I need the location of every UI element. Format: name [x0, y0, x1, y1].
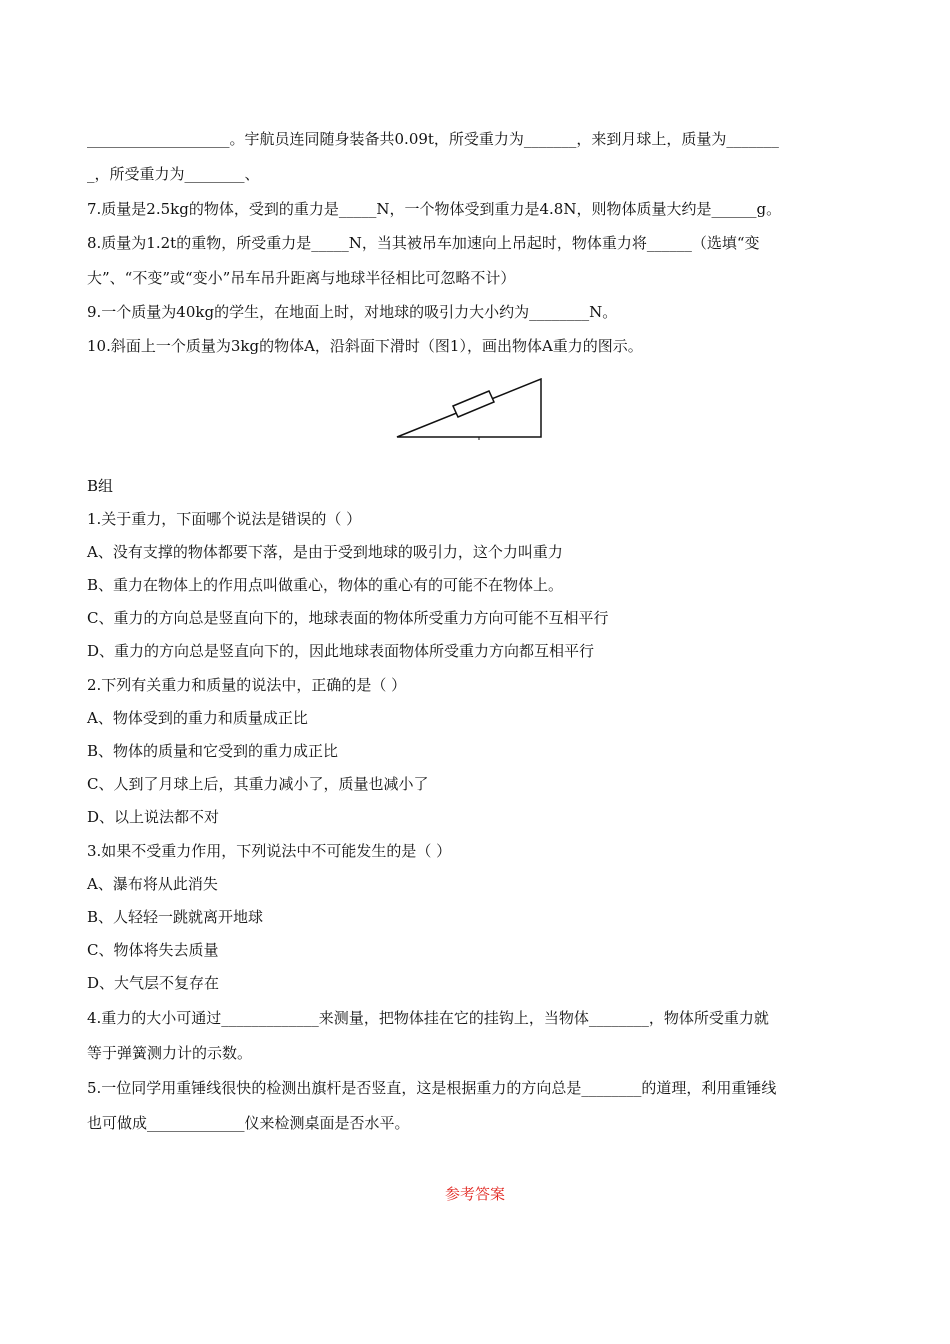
- b-q2-option-a: A、物体受到的重力和质量成正比: [87, 709, 308, 727]
- b-q3-option-d: D、大气层不复存在: [87, 974, 220, 992]
- b-q2-option-c: C、人到了月球上后，其重力减小了，质量也减小了: [87, 775, 429, 793]
- b-question-4-line-1: 4.重力的大小可通过_____________来测量，把物体挂在它的挂钩上，当物体________，物体所受重力就: [87, 1009, 769, 1027]
- b-q2-option-d: D、以上说法都不对: [87, 808, 220, 826]
- question-9: 9.一个质量为40kg的学生，在地面上时，对地球的吸引力大小约为________N。: [87, 303, 618, 321]
- b-question-5-line-2: 也可做成_____________仪来检测桌面是否水平。: [87, 1114, 410, 1132]
- b-question-4-line-2: 等于弹簧测力计的示数。: [87, 1044, 253, 1062]
- b-q1-option-d: D、重力的方向总是竖直向下的，因此地球表面物体所受重力方向都互相平行: [87, 642, 595, 660]
- b-question-3: 3.如果不受重力作用，下列说法中不可能发生的是（ ）: [87, 842, 452, 860]
- b-q3-option-a: A、瀑布将从此消失: [87, 875, 218, 893]
- b-question-1: 1.关于重力，下面哪个说法是错误的（ ）: [87, 510, 362, 528]
- b-q2-option-b: B、物体的质量和它受到的重力成正比: [87, 742, 339, 760]
- question-6-line-1: ___________________。宇航员连同随身装备共0.09t，所受重力为_______，来到月球上，质量为_______: [87, 130, 779, 148]
- b-q3-option-c: C、物体将失去质量: [87, 941, 219, 959]
- section-b-title: B组: [87, 477, 114, 495]
- b-q1-option-c: C、重力的方向总是竖直向下的，地球表面的物体所受重力方向可能不互相平行: [87, 609, 609, 627]
- b-question-2: 2.下列有关重力和质量的说法中，正确的是（ ）: [87, 676, 407, 694]
- incline-figure: [395, 378, 545, 440]
- question-7: 7.质量是2.5kg的物体，受到的重力是_____N，一个物体受到重力是4.8N，则物体质量大约是______g。: [87, 200, 782, 218]
- question-8-line-1: 8.质量为1.2t的重物，所受重力是_____N，当其被吊车加速向上吊起时，物体重力将______（选填“变: [87, 234, 760, 252]
- b-question-5-line-1: 5.一位同学用重锤线很快的检测出旗杆是否竖直，这是根据重力的方向总是________的道理，利用重锤线: [87, 1079, 777, 1097]
- question-6-line-2: _，所受重力为________、: [87, 165, 260, 183]
- question-8-line-2: 大”、“不变”或“变小”吊车吊升距离与地球半径相比可忽略不计）: [87, 269, 516, 287]
- b-q3-option-b: B、人轻轻一跳就离开地球: [87, 908, 264, 926]
- block-a: [453, 391, 494, 417]
- question-10: 10.斜面上一个质量为3kg的物体A，沿斜面下滑时（图1），画出物体A重力的图示。: [87, 337, 643, 355]
- answer-heading: 参考答案: [444, 1185, 505, 1203]
- b-q1-option-a: A、没有支撑的物体都要下落，是由于受到地球的吸引力，这个力叫重力: [87, 543, 563, 561]
- b-q1-option-b: B、重力在物体上的作用点叫做重心，物体的重心有的可能不在物体上。: [87, 576, 564, 594]
